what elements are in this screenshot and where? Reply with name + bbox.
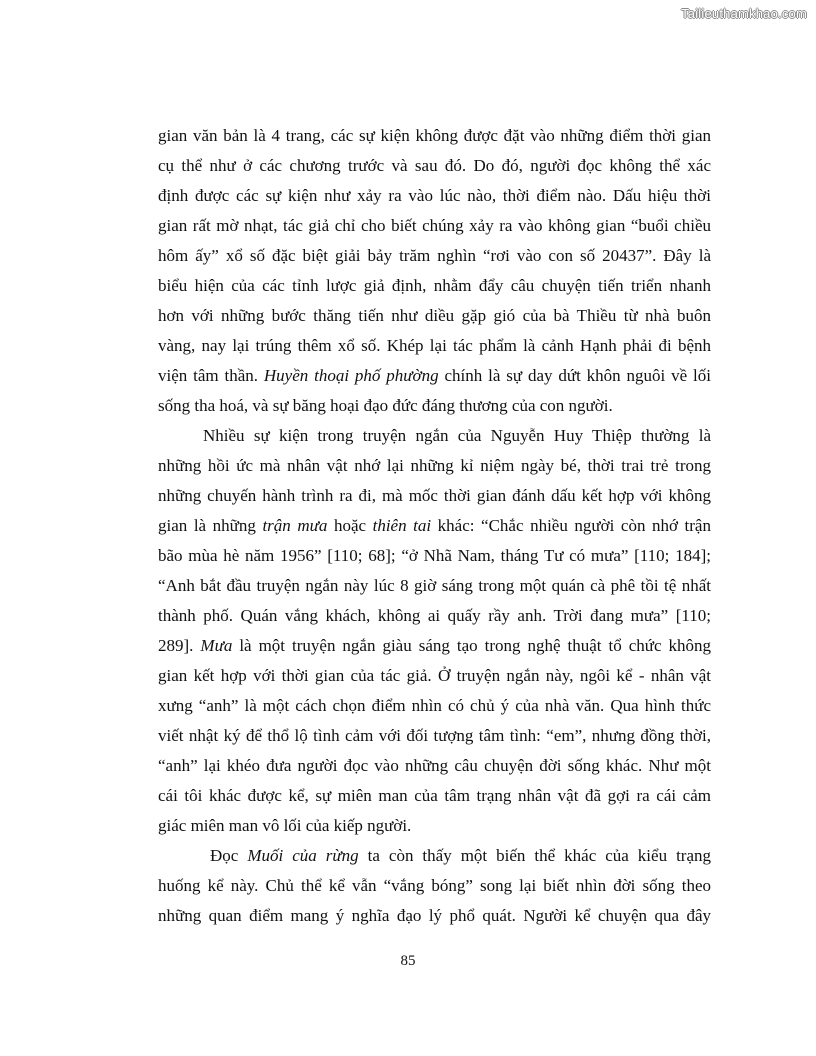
text-line: những hồi ức mà nhân vật nhớ lại những kỉ niệm ngày bé, thời trai trẻ trong xyxy=(158,456,711,475)
text-line: những chuyến hành trình ra đi, mà mốc thời gian đánh dấu kết hợp với không xyxy=(158,486,711,505)
book-title: Huyền thoại phố phường xyxy=(263,366,439,385)
text-line: những quan điểm mang ý nghĩa đạo lý phổ quát. Người kể chuyện qua đây xyxy=(158,906,711,925)
text-line: 289]. Mưa là một truyện ngắn giàu sáng tạo trong nghệ thuật tổ chức không xyxy=(158,636,711,655)
document-body xyxy=(158,121,711,931)
text-line: “Anh bắt đầu truyện ngắn này lúc 8 giờ sáng trong một quán cà phê tồi tệ nhất xyxy=(158,576,711,595)
text-line: viện tâm thần. Huyền thoại phố phường chính là sự day dứt khôn nguôi về lối xyxy=(158,366,711,385)
text-line: viết nhật ký để thổ lộ tình cảm với đối tượng tâm tình: “em”, nhưng đồng thời, xyxy=(158,726,711,745)
text-line: cái tôi khác được kể, sự miên man của tâm trạng nhân vật đã gợi ra cái cảm xyxy=(158,786,711,805)
text-line: bão mùa hè năm 1956” [110; 68]; “ở Nhã Nam, tháng Tư có mưa” [110; 184]; xyxy=(158,546,711,565)
text-line: định được các sự kiện như xảy ra vào lúc nào, thời điểm nào. Dấu hiệu thời xyxy=(158,186,711,205)
paragraph xyxy=(158,121,711,421)
paragraph xyxy=(158,841,711,931)
text-line: thành phố. Quán vắng khách, không ai quấy rầy anh. Trời đang mưa” [110; xyxy=(158,606,711,625)
text-line: cụ thể như ở các chương trước và sau đó. Do đó, người đọc không thể xác xyxy=(158,156,711,175)
text-line: biểu hiện của các tỉnh lược giả định, nhằm đẩy câu chuyện tiến triển nhanh xyxy=(158,276,711,295)
paragraph xyxy=(158,421,711,841)
text-line: huống kể này. Chủ thể kể vẫn “vắng bóng” song lại biết nhìn đời sống theo xyxy=(158,876,711,895)
text-line: sống tha hoá, và sự băng hoại đạo đức đáng thương của con người. xyxy=(158,396,613,415)
emphasis-text: thiên tai xyxy=(372,516,432,535)
text-line: vàng, nay lại trúng thêm xổ số. Khép lại tác phẩm là cảnh Hạnh phải đi bệnh xyxy=(158,336,711,355)
text-line: hơn với những bước thăng tiến như diều gặp gió của bà Thiều từ nhà buôn xyxy=(158,306,711,325)
text-line: gian là những trận mưa hoặc thiên tai khác: “Chắc nhiều người còn nhớ trận xyxy=(158,516,711,535)
text-line: hôm ấy” xổ số đặc biệt giải bảy trăm nghìn “rơi vào con số 20437”. Đây là xyxy=(158,246,711,265)
emphasis-text: trận mưa xyxy=(262,516,328,535)
text-line: gian văn bản là 4 trang, các sự kiện không được đặt vào những điểm thời gian xyxy=(158,126,711,145)
text-line: gian kết hợp với thời gian của tác giả. Ở truyện ngắn này, ngôi kể - nhân vật xyxy=(158,666,711,685)
text-line: gian rất mờ nhạt, tác giả chỉ cho biết chúng xảy ra vào không gian “buổi chiều xyxy=(158,216,711,235)
watermark: Tailieuthamkhao.com xyxy=(681,6,807,21)
text-line: Nhiều sự kiện trong truyện ngắn của Nguyễn Huy Thiệp thường là xyxy=(203,426,711,445)
text-line: xưng “anh” là một cách chọn điểm nhìn có chủ ý của nhà văn. Qua hình thức xyxy=(158,696,711,715)
text-line: “anh” lại khéo đưa người đọc vào những câu chuyện đời sống khác. Như một xyxy=(158,756,711,775)
page-number: 85 xyxy=(400,953,416,969)
book-title: Mưa xyxy=(200,636,233,655)
text-line: Đọc Muối của rừng ta còn thấy một biến thể khác của kiểu trạng xyxy=(210,846,712,865)
text-line: giác miên man vô lối của kiếp người. xyxy=(158,816,412,835)
book-title: Muối của rừng xyxy=(247,846,359,865)
